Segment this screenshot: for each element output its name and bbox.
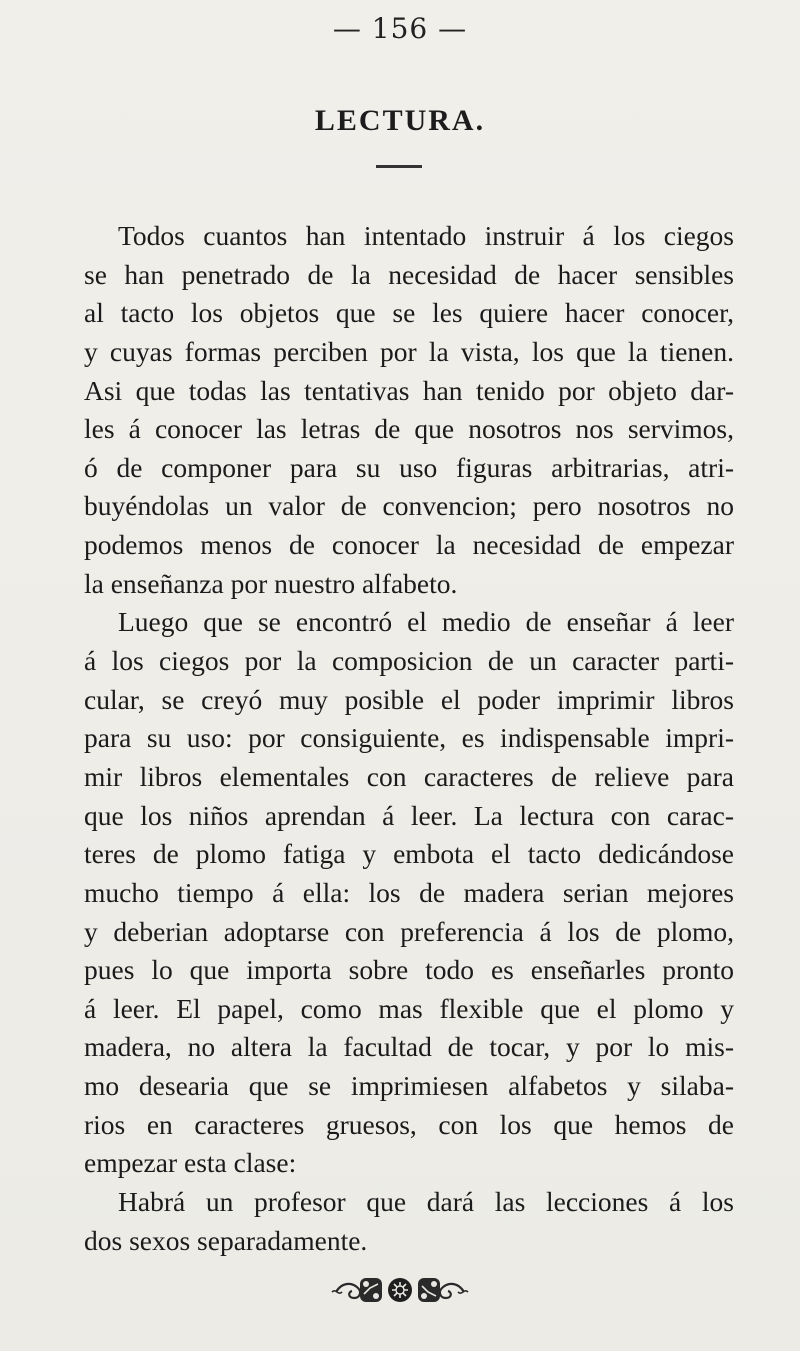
- text-line: y deberian adoptarse con preferencia á los de plomo,: [84, 915, 734, 947]
- text-line: Habrá un profesor que dará las lecciones á los: [118, 1186, 734, 1218]
- text-line: pues lo que importa sobre todo es enseñarles pronto: [84, 954, 734, 986]
- text-line: podemos menos de conocer la necesidad de empezar: [84, 529, 734, 561]
- text-line: dos sexos separadamente.: [84, 1224, 368, 1256]
- section-title: LECTURA.: [314, 104, 486, 137]
- text-line: al tacto los objetos que se les quiere hacer conocer,: [84, 297, 734, 329]
- text-line: mucho tiempo á ella: los de madera serian mejores: [84, 876, 734, 908]
- text-line: rios en caracteres gruesos, con los que hemos de: [84, 1108, 734, 1140]
- text-line: les á conocer las letras de que nosotros nos servimos,: [84, 413, 734, 445]
- text-line: á los ciegos por la composicion de un caracter parti-: [84, 645, 734, 677]
- text-line: Todos cuantos han intentado instruir á los ciegos: [118, 220, 734, 251]
- text-line: teres de plomo fatiga y embota el tacto dedicándose: [84, 838, 734, 870]
- text-line: Asi que todas las tentativas han tenido por objeto dar-: [84, 374, 734, 406]
- text-line: á leer. El papel, como mas flexible que el plomo y: [84, 992, 734, 1024]
- text-line: que los niños aprendan á leer. La lectura con carac-: [84, 799, 734, 831]
- text-line: y cuyas formas perciben por la vista, los que la tienen.: [84, 335, 734, 367]
- text-line: mo desearia que se imprimiesen alfabetos y silaba-: [84, 1070, 734, 1102]
- text-line: para su uso: por consiguiente, es indispensable impri-: [84, 722, 734, 754]
- printer-ornament-icon: [330, 1270, 470, 1310]
- text-line: mir libros elementales con caracteres de relieve para: [84, 760, 734, 792]
- text-line: se han penetrado de la necesidad de hacer sensibles: [84, 258, 734, 290]
- text-line: empezar esta clase:: [84, 1147, 297, 1179]
- text-line: madera, no altera la facultad de tocar, y por lo mis-: [84, 1031, 734, 1063]
- body-text: [84, 217, 734, 1260]
- text-line: Luego que se encontró el medio de enseñar á leer: [118, 606, 734, 638]
- text-line: cular, se creyó muy posible el poder imprimir libros: [84, 683, 734, 715]
- text-line: buyéndolas un valor de convencion; pero nosotros no: [84, 490, 734, 522]
- text-line: la enseñanza por nuestro alfabeto.: [84, 567, 458, 599]
- title-rule: [376, 165, 422, 168]
- text-line: ó de componer para su uso figuras arbitrarias, atri-: [84, 451, 734, 483]
- page-number: — 156 —: [332, 12, 468, 45]
